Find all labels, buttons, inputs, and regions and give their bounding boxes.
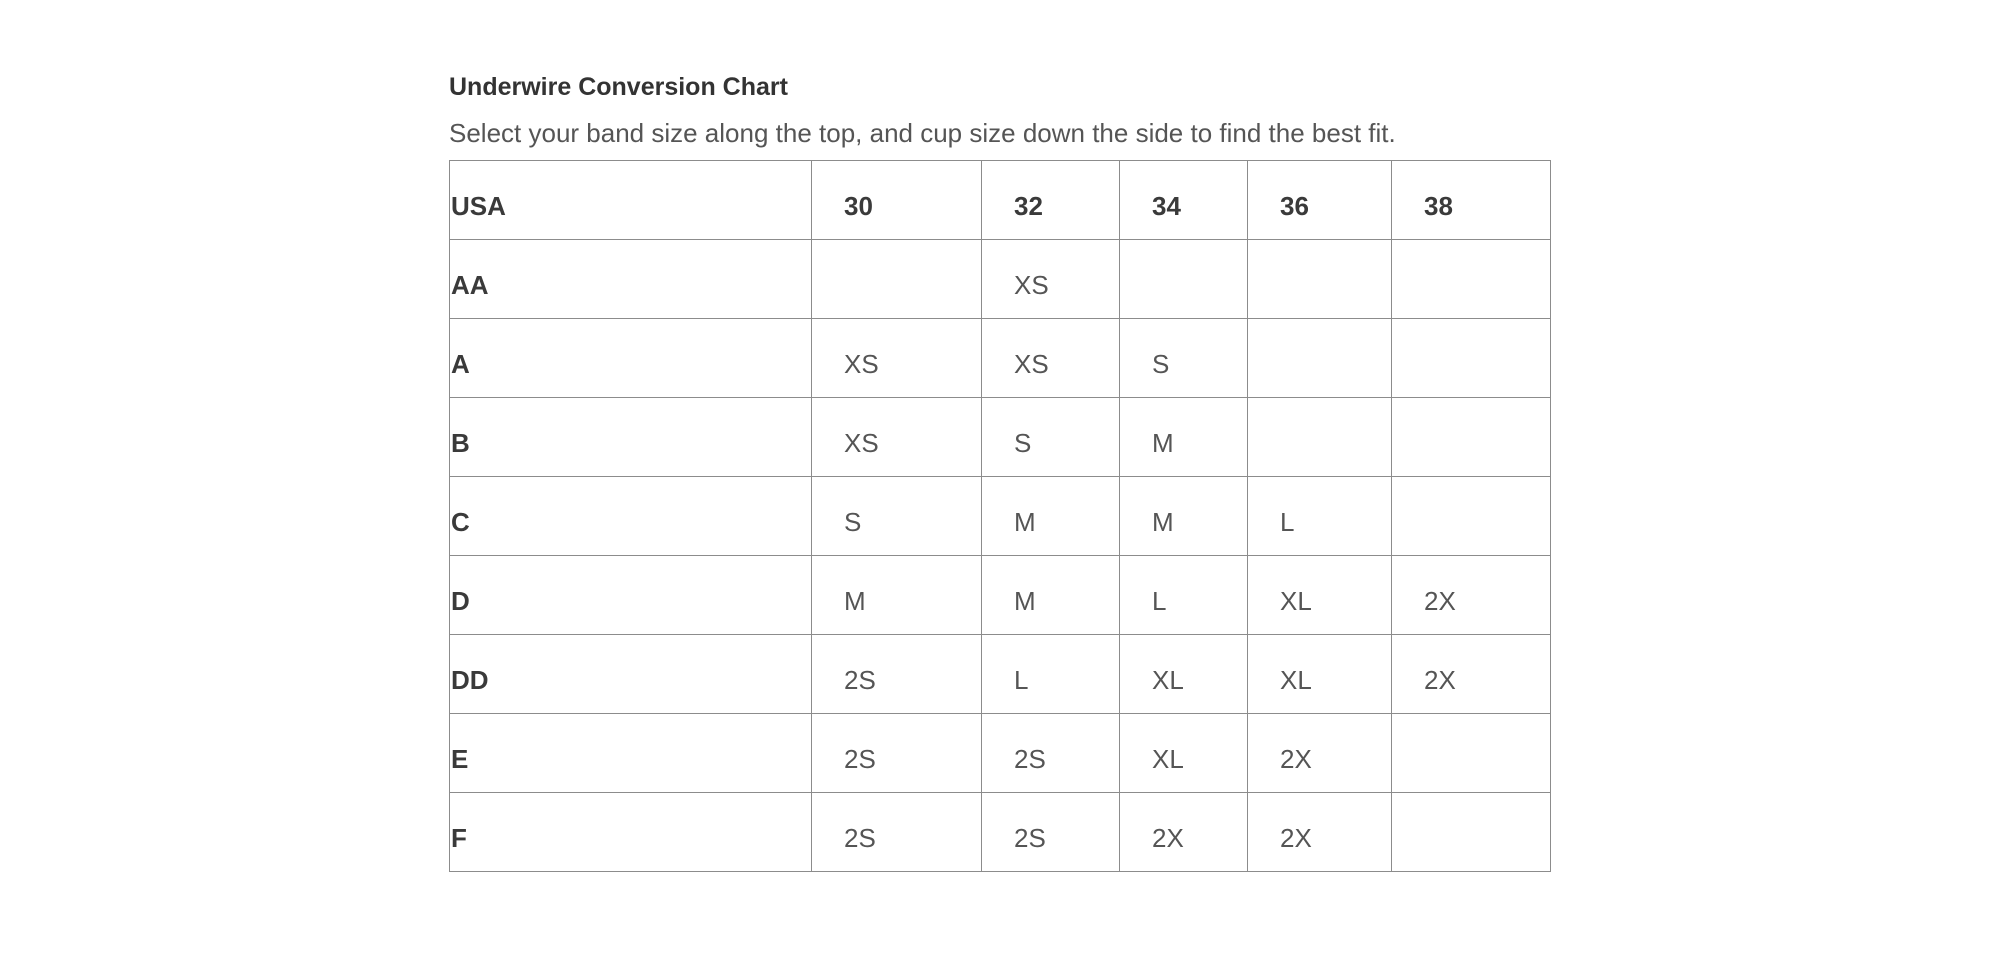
size-cell: 2X	[1392, 635, 1551, 714]
size-cell	[1248, 319, 1392, 398]
band-size-header: 38	[1392, 161, 1551, 240]
size-cell	[1392, 714, 1551, 793]
table-row	[450, 714, 1551, 793]
size-cell: XS	[982, 240, 1120, 319]
size-cell	[1392, 240, 1551, 319]
size-cell: 2X	[1248, 793, 1392, 872]
size-cell: M	[1120, 398, 1248, 477]
size-cell: 2S	[982, 714, 1120, 793]
size-cell: 2S	[812, 714, 982, 793]
table-row	[450, 556, 1551, 635]
size-cell: L	[1120, 556, 1248, 635]
size-cell: XS	[812, 398, 982, 477]
size-cell: XS	[812, 319, 982, 398]
cup-size-label: E	[450, 714, 812, 793]
cup-size-label: C	[450, 477, 812, 556]
table-row	[450, 793, 1551, 872]
size-cell: M	[982, 556, 1120, 635]
size-cell: L	[982, 635, 1120, 714]
table-header-row	[450, 161, 1551, 240]
size-cell: XL	[1248, 635, 1392, 714]
size-cell	[1392, 319, 1551, 398]
band-size-header: 32	[982, 161, 1120, 240]
size-cell: S	[1120, 319, 1248, 398]
cup-size-label: AA	[450, 240, 812, 319]
size-cell: XL	[1120, 635, 1248, 714]
size-cell: XS	[982, 319, 1120, 398]
size-cell: S	[982, 398, 1120, 477]
size-cell: 2S	[812, 793, 982, 872]
cup-size-label: A	[450, 319, 812, 398]
size-cell: XL	[1120, 714, 1248, 793]
size-cell	[1120, 240, 1248, 319]
size-cell	[1392, 477, 1551, 556]
table-row	[450, 240, 1551, 319]
size-cell	[1392, 793, 1551, 872]
cup-size-label: B	[450, 398, 812, 477]
table-row	[450, 319, 1551, 398]
size-chart-section	[449, 70, 1551, 853]
band-size-header: 34	[1120, 161, 1248, 240]
cup-size-label: DD	[450, 635, 812, 714]
size-cell: 2X	[1248, 714, 1392, 793]
table-row	[450, 477, 1551, 556]
table-row	[450, 398, 1551, 477]
cup-size-label: D	[450, 556, 812, 635]
size-cell: M	[1120, 477, 1248, 556]
size-cell: S	[812, 477, 982, 556]
size-cell: XL	[1248, 556, 1392, 635]
size-cell	[1248, 240, 1392, 319]
size-cell: 2X	[1392, 556, 1551, 635]
size-cell	[812, 240, 982, 319]
size-cell	[1392, 398, 1551, 477]
chart-title: Underwire Conversion Chart	[449, 73, 788, 101]
band-size-header: 36	[1248, 161, 1392, 240]
size-cell: L	[1248, 477, 1392, 556]
size-cell: 2X	[1120, 793, 1248, 872]
size-cell: 2S	[982, 793, 1120, 872]
chart-instructions: Select your band size along the top, and cup size down the side to find the best fit.	[449, 118, 1396, 148]
size-cell: M	[812, 556, 982, 635]
region-header: USA	[450, 161, 812, 240]
size-cell: M	[982, 477, 1120, 556]
cup-size-label: F	[450, 793, 812, 872]
table-row	[450, 635, 1551, 714]
band-size-header: 30	[812, 161, 982, 240]
size-cell: 2S	[812, 635, 982, 714]
size-cell	[1248, 398, 1392, 477]
conversion-table	[449, 160, 1551, 872]
